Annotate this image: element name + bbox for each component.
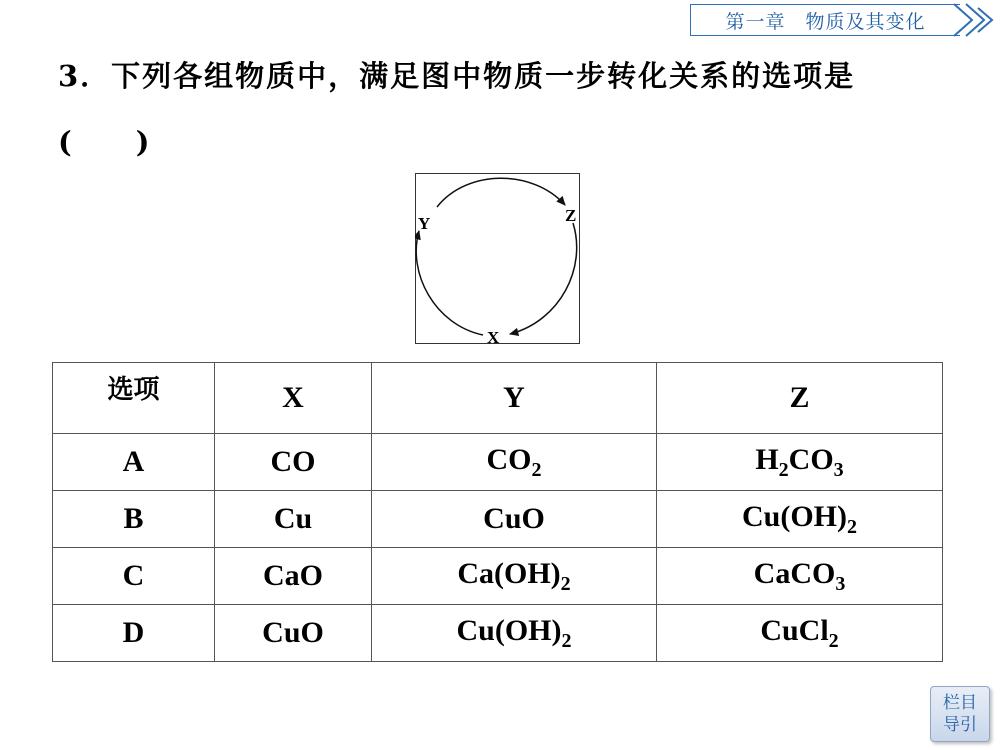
arrow-z-to-x [510,223,577,334]
cell-y [372,605,657,662]
cell-x [215,605,372,662]
diagram-frame [416,174,580,344]
option-label: B [53,491,215,548]
formula-subscript: 3 [835,572,846,595]
node-z: Z [565,206,577,225]
formula-text: CO [270,445,316,478]
cell-x [215,548,372,605]
chapter-badge[interactable] [690,4,960,36]
arrow-y-to-z [437,178,565,207]
formula-subscript: 2 [560,572,571,595]
header-z: Z [657,363,943,434]
table-row [53,605,943,662]
formula-subscript: 2 [828,629,839,652]
option-label: D [53,605,215,662]
formula-text: Cu [273,502,313,535]
formula-text: CuCl [760,613,829,647]
header-x: X [215,363,372,434]
question [58,56,958,159]
option-label: A [53,434,215,491]
cell-x [215,434,372,491]
column-nav-button[interactable] [930,686,990,742]
answer-bracket: ( ) [58,125,152,159]
node-y: Y [418,214,431,233]
cell-z [657,491,943,548]
table-header-row [53,363,943,434]
cell-y [372,434,657,491]
table-row [53,434,943,491]
nav-line-1: 栏目 [943,693,977,713]
conversion-cycle-diagram [415,173,580,344]
cell-x [215,491,372,548]
nav-line-2: 导引 [943,715,977,735]
table-row [53,548,943,605]
options-table [52,362,943,662]
formula-subscript: 2 [531,458,542,481]
formula-subscript: 2 [561,629,572,652]
cell-y [372,548,657,605]
cell-z [657,605,943,662]
formula-text: CuO [262,616,324,649]
formula-text: CO [486,442,532,476]
formula-subscript: 2 [847,515,857,538]
double-chevron-right-icon[interactable] [952,2,998,38]
formula-text: Cu(OH) [456,613,562,647]
question-text: 3．下列各组物质中，满足图中物质一步转化关系的选项是 [58,59,856,93]
formula-text: H [755,442,779,476]
formula-subscript: 3 [833,458,844,481]
formula-text: Cu(OH) [742,499,847,533]
arrow-x-to-y [416,231,483,335]
formula-text: CuO [483,502,545,535]
chapter-label: 第一章 物质及其变化 [725,10,926,33]
formula-text: Ca(OH) [457,556,561,590]
formula-text: CaCO [753,556,836,590]
header-y: Y [372,363,657,434]
header-option: 选项 [53,363,215,434]
table-row [53,491,943,548]
cell-z [657,434,943,491]
formula-text: CO [788,442,834,476]
node-x: X [487,328,500,344]
formula-text: CaO [263,559,323,592]
cell-z [657,548,943,605]
option-label: C [53,548,215,605]
cell-y [372,491,657,548]
formula-subscript: 2 [778,458,789,481]
